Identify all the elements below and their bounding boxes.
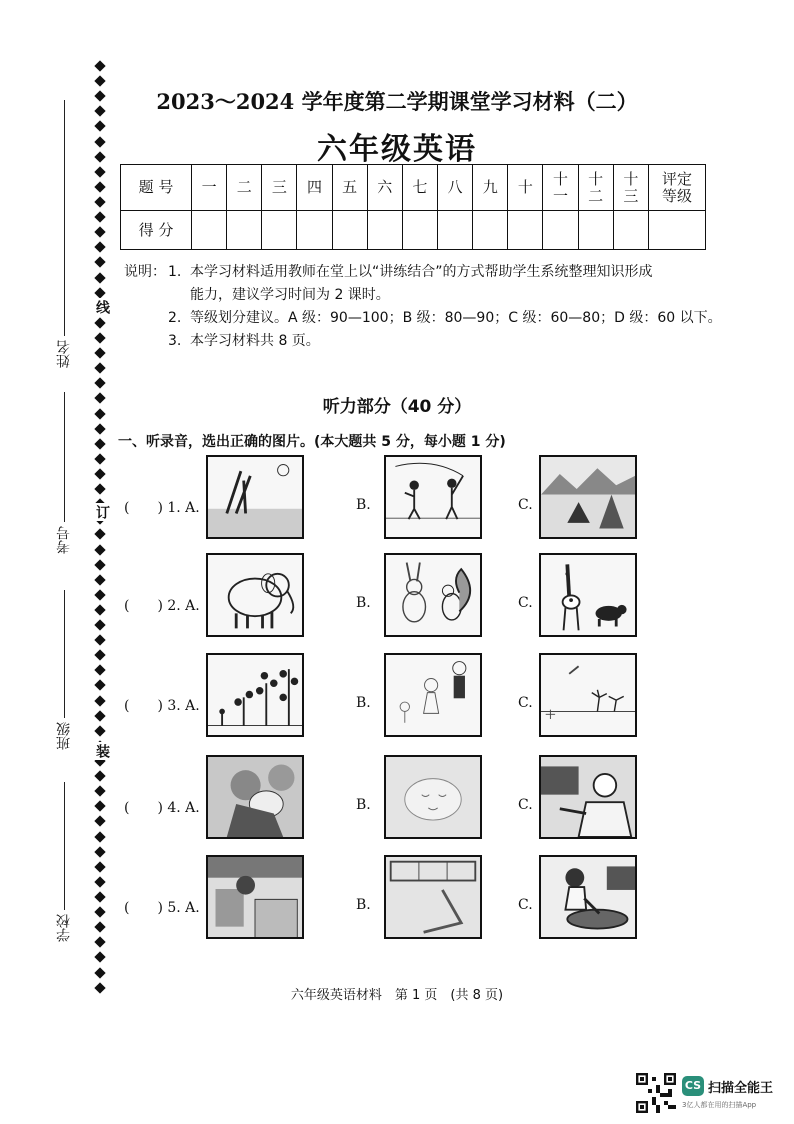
diamond-mark bbox=[94, 227, 105, 238]
beach-palm-picture[interactable] bbox=[539, 653, 637, 737]
diamond-mark bbox=[94, 604, 105, 615]
question-5 bbox=[124, 855, 744, 947]
diamond-mark bbox=[94, 967, 105, 978]
instructions-lead: 说明： bbox=[124, 264, 166, 280]
option-c-label: C. bbox=[518, 797, 533, 813]
class-field[interactable] bbox=[54, 590, 76, 770]
diamond-mark bbox=[94, 468, 105, 479]
diamond-mark bbox=[94, 574, 105, 585]
score-col: 十 三 bbox=[613, 165, 648, 211]
diamond-mark bbox=[94, 589, 105, 600]
diamond-mark bbox=[94, 378, 105, 389]
score-cell[interactable] bbox=[473, 211, 508, 250]
question-4 bbox=[124, 755, 744, 847]
option-c-label: C. bbox=[518, 497, 533, 513]
reed-water-picture[interactable] bbox=[206, 455, 304, 539]
diamond-mark bbox=[94, 544, 105, 555]
score-cell[interactable] bbox=[543, 211, 578, 250]
children-picture[interactable] bbox=[384, 653, 482, 737]
score-cell[interactable] bbox=[613, 211, 648, 250]
score-table-score-label: 得 分 bbox=[121, 211, 192, 250]
instruction-text: 本学习材料共 8 页。 bbox=[190, 333, 320, 349]
camscanner-tagline: 3亿人都在用的扫描App bbox=[682, 1101, 757, 1109]
question-number[interactable]: ( ) 5. A. bbox=[124, 900, 200, 916]
diamond-mark bbox=[94, 695, 105, 706]
diamond-mark bbox=[94, 952, 105, 963]
question-1-instruction: 一、听录音，选出正确的图片。(本大题共 5 分，每小题 1 分) bbox=[118, 434, 506, 450]
diamond-mark bbox=[94, 619, 105, 630]
score-cell[interactable] bbox=[578, 211, 613, 250]
binding-label-zhuang: 装 bbox=[94, 744, 110, 758]
school-field[interactable] bbox=[54, 782, 76, 952]
diamond-mark bbox=[94, 483, 105, 494]
diamond-mark bbox=[94, 891, 105, 902]
document-title: 2023～2024 学年度第二学期课堂学习材料（二） bbox=[156, 89, 638, 114]
mother-baby-picture[interactable] bbox=[206, 755, 304, 839]
instructions: 说明： 1. 本学习材料适用教师在堂上以“讲练结合”的方式帮助学生系统整理知识形成 能力，建议学习时间为 2 课时。 2. 等级划分建议。A 级：90—100；B 级：80—90；C 级：60—80；D 级：60 以下。 3. 本学习材料共 8 页。 bbox=[124, 261, 724, 353]
score-cell[interactable] bbox=[649, 211, 706, 250]
diamond-mark bbox=[94, 453, 105, 464]
diamond-mark bbox=[94, 922, 105, 933]
score-cell[interactable] bbox=[508, 211, 543, 250]
diamond-mark bbox=[94, 861, 105, 872]
camscanner-logo-icon: CS bbox=[682, 1076, 704, 1096]
score-col: 十 二 bbox=[578, 165, 613, 211]
instruction-text: 能力，建议学习时间为 2 课时。 bbox=[190, 287, 390, 303]
diamond-mark bbox=[94, 770, 105, 781]
diamond-mark bbox=[94, 710, 105, 721]
score-table-header-label: 题 号 bbox=[121, 165, 192, 211]
diamond-mark bbox=[94, 846, 105, 857]
score-col: 六 bbox=[367, 165, 402, 211]
option-b-label: B. bbox=[356, 897, 371, 913]
diamond-mark bbox=[94, 332, 105, 343]
option-b-label: B. bbox=[356, 797, 371, 813]
score-col: 一 bbox=[192, 165, 227, 211]
diamond-mark bbox=[94, 906, 105, 917]
score-col: 五 bbox=[332, 165, 367, 211]
camscanner-name: 扫描全能王 bbox=[708, 1081, 774, 1096]
diamond-mark bbox=[94, 363, 105, 374]
question-3 bbox=[124, 653, 744, 745]
diamond-mark bbox=[94, 272, 105, 283]
diamond-mark bbox=[94, 257, 105, 268]
option-b-label: B. bbox=[356, 595, 371, 611]
washing-clothes-picture[interactable] bbox=[539, 855, 637, 939]
score-col: 二 bbox=[227, 165, 262, 211]
person-working-picture[interactable] bbox=[539, 755, 637, 839]
score-cell[interactable] bbox=[332, 211, 367, 250]
score-cell[interactable] bbox=[192, 211, 227, 250]
document-subtitle: 六年级英语 bbox=[317, 132, 477, 167]
sleeping-face-picture[interactable] bbox=[384, 755, 482, 839]
page-footer: 六年级英语材料 第 1 页 (共 8 页) bbox=[290, 988, 504, 1003]
diamond-mark bbox=[94, 438, 105, 449]
diamond-mark bbox=[94, 529, 105, 540]
question-number[interactable]: ( ) 1. A. bbox=[124, 500, 200, 516]
score-col: 四 bbox=[297, 165, 332, 211]
option-b-label: B. bbox=[356, 497, 371, 513]
binding-diamond-border bbox=[92, 62, 108, 992]
diamond-mark bbox=[94, 181, 105, 192]
diamond-mark bbox=[94, 831, 105, 842]
question-number[interactable]: ( ) 2. A. bbox=[124, 598, 200, 614]
diamond-mark bbox=[94, 211, 105, 222]
question-2 bbox=[124, 553, 744, 645]
diamond-mark bbox=[94, 196, 105, 207]
diamond-mark bbox=[94, 665, 105, 676]
diamond-mark bbox=[94, 287, 105, 298]
instruction-text: 本学习材料适用教师在堂上以“讲练结合”的方式帮助学生系统整理知识形成 bbox=[190, 264, 653, 280]
score-col-grade: 评定 等级 bbox=[649, 165, 706, 211]
exam-number-field-label: 考号 bbox=[56, 526, 72, 554]
score-cell[interactable] bbox=[227, 211, 262, 250]
diamond-mark bbox=[94, 801, 105, 812]
school-field-label: 学校 bbox=[56, 914, 72, 942]
qr-code-icon bbox=[636, 1073, 676, 1113]
option-b-label: B. bbox=[356, 695, 371, 711]
question-number[interactable]: ( ) 3. A. bbox=[124, 698, 200, 714]
kitchen-picture[interactable] bbox=[206, 855, 304, 939]
diamond-mark bbox=[94, 242, 105, 253]
plants-growing-picture[interactable] bbox=[206, 653, 304, 737]
diamond-mark bbox=[94, 347, 105, 358]
question-number[interactable]: ( ) 4. A. bbox=[124, 800, 200, 816]
score-col: 三 bbox=[262, 165, 297, 211]
diamond-mark bbox=[94, 876, 105, 887]
score-col: 十 一 bbox=[543, 165, 578, 211]
score-cell[interactable] bbox=[262, 211, 297, 250]
diamond-mark bbox=[94, 725, 105, 736]
mountain-tent-picture[interactable] bbox=[539, 455, 637, 539]
kite-people-picture[interactable] bbox=[384, 455, 482, 539]
option-c-label: C. bbox=[518, 695, 533, 711]
diamond-mark bbox=[94, 317, 105, 328]
score-cell[interactable] bbox=[367, 211, 402, 250]
score-col: 十 bbox=[508, 165, 543, 211]
option-c-label: C. bbox=[518, 595, 533, 611]
score-col: 七 bbox=[402, 165, 437, 211]
class-field-label: 班级 bbox=[56, 722, 72, 750]
binding-label-xian: 线 bbox=[94, 300, 110, 314]
exam-number-field[interactable] bbox=[54, 392, 76, 572]
question-1 bbox=[124, 455, 744, 547]
diamond-mark bbox=[94, 650, 105, 661]
diamond-mark bbox=[94, 680, 105, 691]
score-col: 八 bbox=[437, 165, 472, 211]
room-picture[interactable] bbox=[384, 855, 482, 939]
giraffe-bear-picture[interactable] bbox=[539, 553, 637, 637]
score-cell[interactable] bbox=[402, 211, 437, 250]
diamond-mark bbox=[94, 786, 105, 797]
diamond-mark bbox=[94, 634, 105, 645]
binding-label-ding: 订 bbox=[94, 505, 110, 519]
diamond-mark bbox=[94, 816, 105, 827]
diamond-mark bbox=[94, 937, 105, 948]
name-field-label: 姓名 bbox=[56, 340, 72, 368]
diamond-mark bbox=[94, 60, 105, 71]
score-table bbox=[120, 164, 706, 250]
score-cell[interactable] bbox=[297, 211, 332, 250]
elephant-picture[interactable] bbox=[206, 553, 304, 637]
option-c-label: C. bbox=[518, 897, 533, 913]
score-col: 九 bbox=[473, 165, 508, 211]
diamond-mark bbox=[94, 559, 105, 570]
listening-section-title: 听力部分（40 分） bbox=[322, 397, 472, 417]
rabbit-squirrel-picture[interactable] bbox=[384, 553, 482, 637]
instruction-text: 等级划分建议。A 级：90—100；B 级：80—90；C 级：60—80；D 级：60 以下。 bbox=[190, 310, 722, 326]
score-cell[interactable] bbox=[437, 211, 472, 250]
diamond-mark bbox=[94, 423, 105, 434]
